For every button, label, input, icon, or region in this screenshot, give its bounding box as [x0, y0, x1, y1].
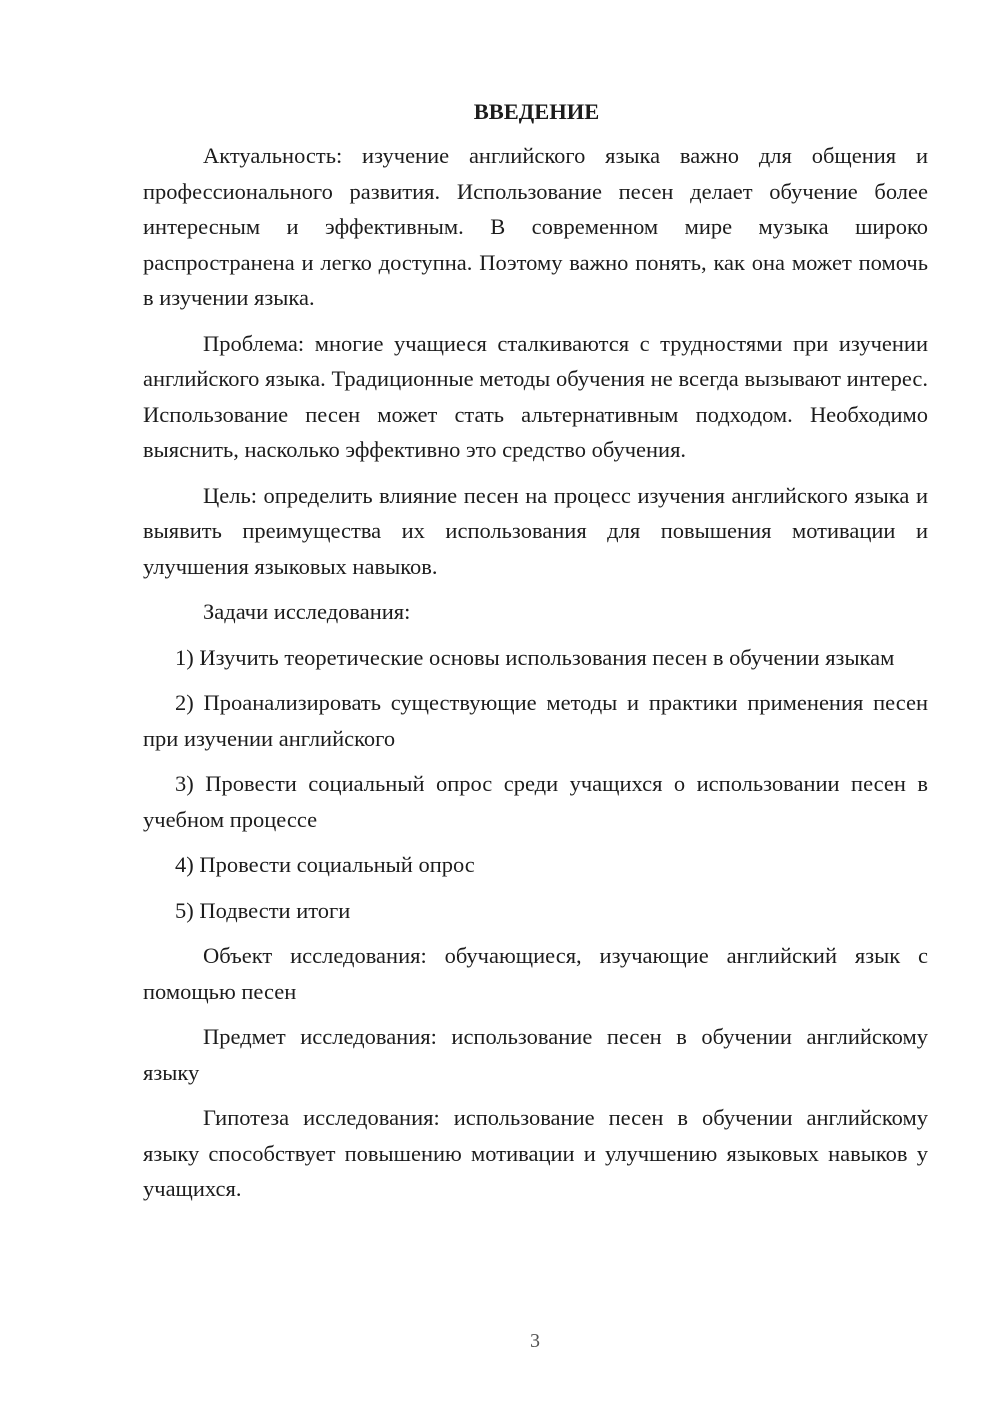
task-item-5: 5) Подвести итоги: [175, 897, 351, 923]
task-item-2: 2) Проанализировать существующие методы и практики применения песен при изучении английского: [143, 690, 928, 751]
paragraph-subject: Предмет исследования: использование песен в обучении английскому языку: [143, 1024, 928, 1085]
tasks-heading: Задачи исследования:: [203, 599, 411, 624]
paragraph-hypothesis: Гипотеза исследования: использование песен в обучении английскому языку способствует повышению мотивации и улучшению языковых навыков у учащихся.: [143, 1105, 928, 1201]
task-item-3: 3) Провести социальный опрос среди учащихся о использовании песен в учебном процессе: [143, 771, 928, 832]
paragraph-relevance: Актуальность: изучение английского языка важно для общения и профессионального развития. Использование песен делает обучение более интересным и эффективным. В современном мире музыка широко распространена и легко доступна. Поэтому важно понять, как она может помочь в изучении языка.: [143, 143, 928, 310]
paragraph-goal: Цель: определить влияние песен на процесс изучения английского языка и выявить преимущества их использования для повышения мотивации и улучшения языковых навыков.: [143, 482, 928, 579]
paragraph-object: Объект исследования: обучающиеся, изучающие английский язык с помощью песен: [143, 943, 928, 1004]
task-item-4: 4) Провести социальный опрос: [175, 852, 475, 877]
document-body: [143, 96, 928, 1217]
section-title: ВВЕДЕНИЕ: [473, 99, 600, 124]
paragraph-problem: Проблема: многие учащиеся сталкиваются с трудностями при изучении английского языка. Традиционные методы обучения не всегда вызывают интерес. Использование песен может стать альтернативным подходом. Необходимо выяснить, насколько эффективно это средство обучения.: [143, 330, 928, 462]
task-item-1: 1) Изучить теоретические основы использования песен в обучении языкам: [175, 644, 895, 670]
page-number: 3: [530, 1330, 540, 1352]
